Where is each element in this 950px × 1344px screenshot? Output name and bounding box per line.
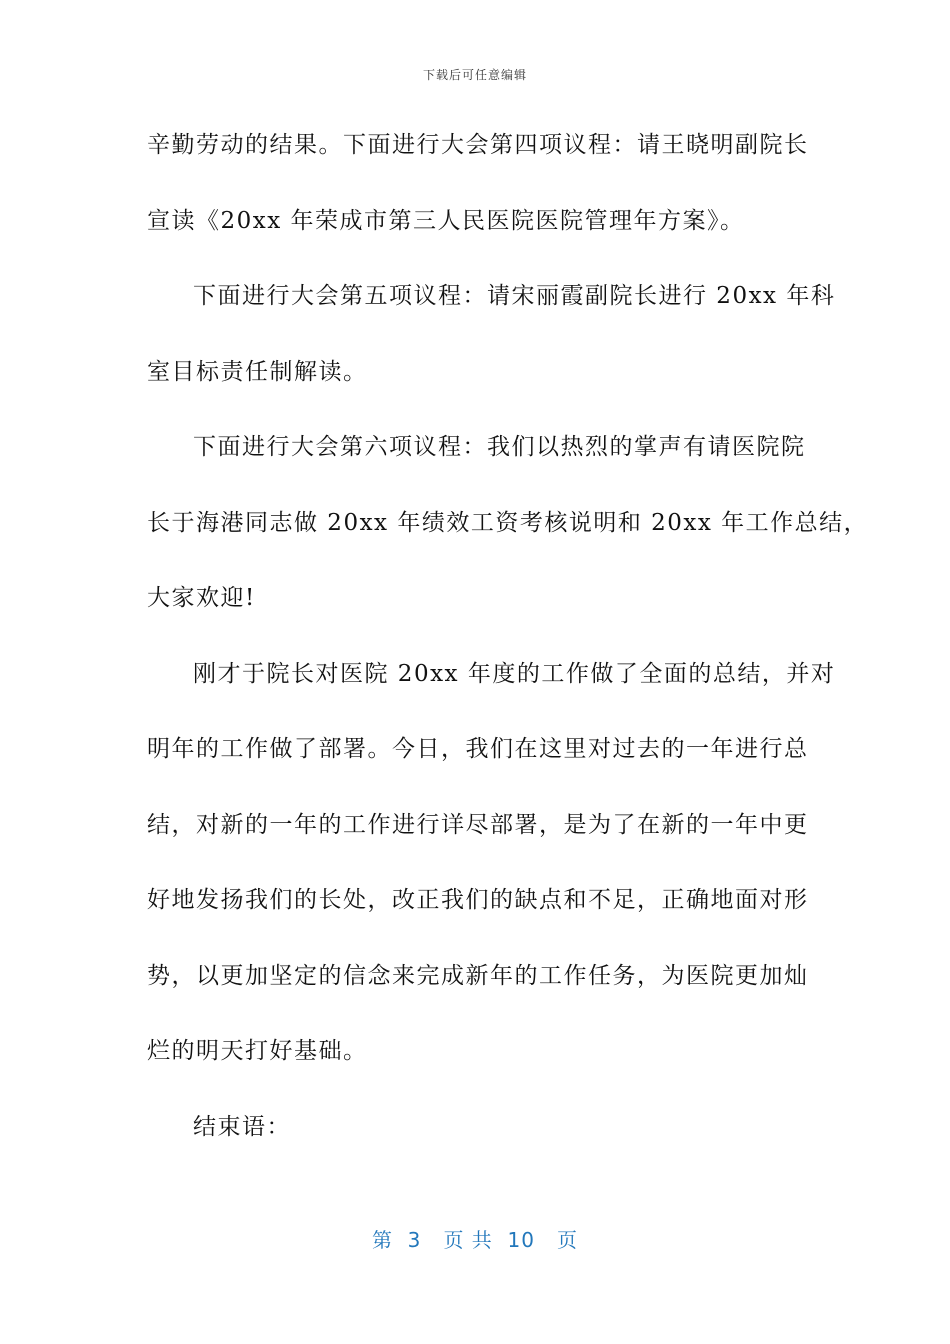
document-body bbox=[147, 124, 869, 1181]
page-number-footer: 第 3 页 共 10 页 bbox=[371, 1228, 579, 1252]
body-line: 结束语： bbox=[193, 1113, 291, 1140]
body-line: 室目标责任制解读。 bbox=[147, 358, 368, 385]
page-header: 下载后可任意编辑 bbox=[422, 68, 527, 82]
body-line: 辛勤劳动的结果。下面进行大会第四项议程：请王晓明副院长 bbox=[147, 132, 809, 158]
body-line: 刚才于院长对医院 20xx 年度的工作做了全面的总结，并对 bbox=[193, 660, 836, 687]
body-line: 下面进行大会第六项议程：我们以热烈的掌声有请医院院 bbox=[193, 434, 806, 460]
body-line: 宣读《20xx 年荣成市第三人民医院医院管理年方案》。 bbox=[147, 207, 745, 234]
body-line: 烂的明天打好基础。 bbox=[147, 1038, 368, 1064]
body-line: 长于海港同志做 20xx 年绩效工资考核说明和 20xx 年工作总结， bbox=[147, 509, 869, 536]
body-line: 明年的工作做了部署。今日，我们在这里对过去的一年进行总 bbox=[147, 736, 809, 762]
body-line: 结，对新的一年的工作进行详尽部署，是为了在新的一年中更 bbox=[147, 811, 809, 838]
body-line: 势，以更加坚定的信念来完成新年的工作任务，为医院更加灿 bbox=[147, 962, 809, 989]
body-line: 下面进行大会第五项议程：请宋丽霞副院长进行 20xx 年科 bbox=[193, 283, 836, 309]
body-line: 好地发扬我们的长处，改正我们的缺点和不足，正确地面对形 bbox=[147, 887, 809, 913]
body-line: 大家欢迎! bbox=[147, 585, 256, 611]
